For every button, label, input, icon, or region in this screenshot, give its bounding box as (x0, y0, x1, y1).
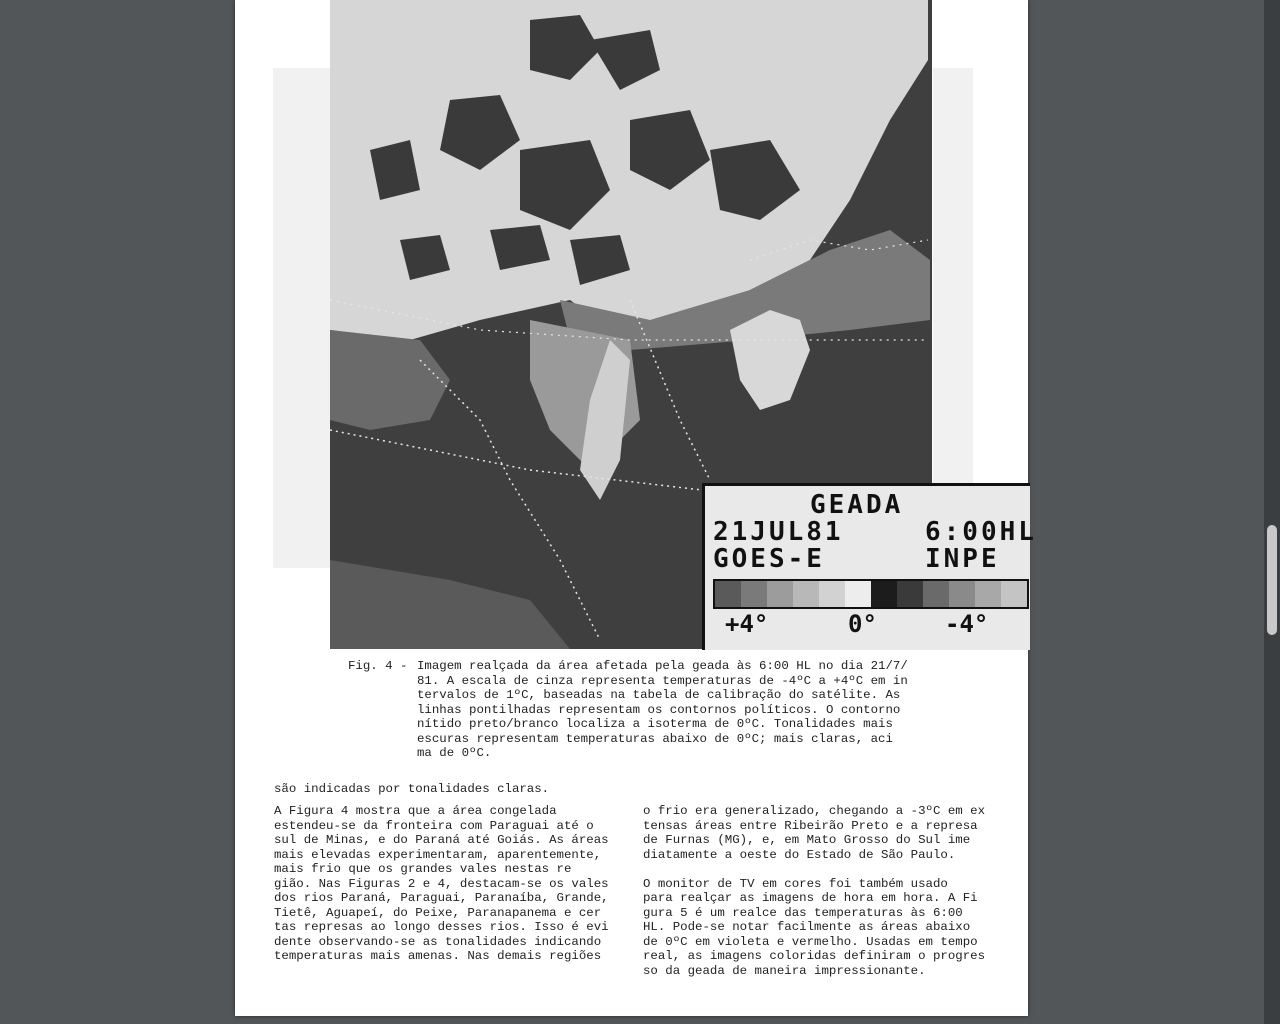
paragraph-lead: são indicadas por tonalidades claras. (274, 782, 550, 796)
legend-grayscale-bar (713, 579, 1029, 609)
bleed-through-left (273, 68, 331, 568)
legend-swatch-11 (1001, 581, 1027, 607)
legend-swatch-5 (845, 581, 871, 607)
legend-date: 21JUL81 (713, 517, 844, 547)
legend-swatch-1 (741, 581, 767, 607)
legend-swatch-7 (897, 581, 923, 607)
paragraph-column-1: A Figura 4 mostra que a área congelada estendeu-se da fronteira com Paraguai até o sul de Minas, e do Paraná até Goiás. As áreas mais elevadas experimentaram, aparentemente, mais frio que os grandes vales nestas re gião. Nas Figuras 2 e 4, destacam-se os vales dos rios Paraná, Paraguai, Paranaíba, Grande, Tietê, Aguapeí, do Peixe, Paranapanema e cer tas represas ao longo desses rios. Isso é evi dente observando-se as tonalidades indicando temperaturas mais amenas. Nas demais regiões (274, 804, 609, 963)
legend-title: GEADA (810, 490, 904, 520)
legend-swatch-2 (767, 581, 793, 607)
legend-institution: INPE (925, 544, 1000, 574)
document-page (235, 0, 1037, 1016)
legend-swatch-4 (819, 581, 845, 607)
legend-swatch-10 (975, 581, 1001, 607)
caption-label: Fig. 4 - (348, 659, 408, 673)
scrollbar-thumb[interactable] (1267, 525, 1277, 635)
legend-time: 6:00HL (925, 517, 1037, 547)
paragraph-column-2: o frio era generalizado, chegando a -3ºC em ex tensas áreas entre Ribeirão Preto e a represa de Furnas (MG), e, em Mato Grosso do Sul ime diatamente a oeste do Estado de São Paulo. O monitor de TV em cores foi também usado para realçar as imagens de hora em hora. A Fi gura 5 é um realce das temperaturas às 6:00 HL. Pode-se notar facilmente as áreas abaixo de 0ºC em violeta e vermelho. Usadas em tempo real, as imagens coloridas definiram o progres so da geada de maneira impressionante. (643, 804, 986, 978)
legend-swatch-6 (871, 581, 897, 607)
legend-tick-minus4: -4° (945, 610, 989, 638)
legend-swatch-0 (715, 581, 741, 607)
legend-tick-plus4: +4° (725, 610, 769, 638)
figure-legend (702, 483, 1037, 650)
satellite-image (330, 0, 1037, 649)
legend-swatch-8 (923, 581, 949, 607)
legend-swatch-3 (793, 581, 819, 607)
caption-text: Imagem realçada da área afetada pela geada às 6:00 HL no dia 21/7/ 81. A escala de cinza representa temperaturas de -4ºC a +4ºC em in tervalos de 1ºC, baseadas na tabela de calibração do satélite. As linhas pontilhadas representam os contornos políticos. O contorno nítido preto/branco localiza a isoterma de 0ºC. Tonalidades mais escuras representam temperaturas abaixo de 0ºC; mais claras, aci ma de 0ºC. (417, 659, 908, 760)
legend-swatch-9 (949, 581, 975, 607)
legend-tick-zero: 0° (848, 610, 877, 638)
vertical-scrollbar[interactable] (1264, 0, 1280, 1024)
legend-satellite: GOES-E (713, 544, 825, 574)
